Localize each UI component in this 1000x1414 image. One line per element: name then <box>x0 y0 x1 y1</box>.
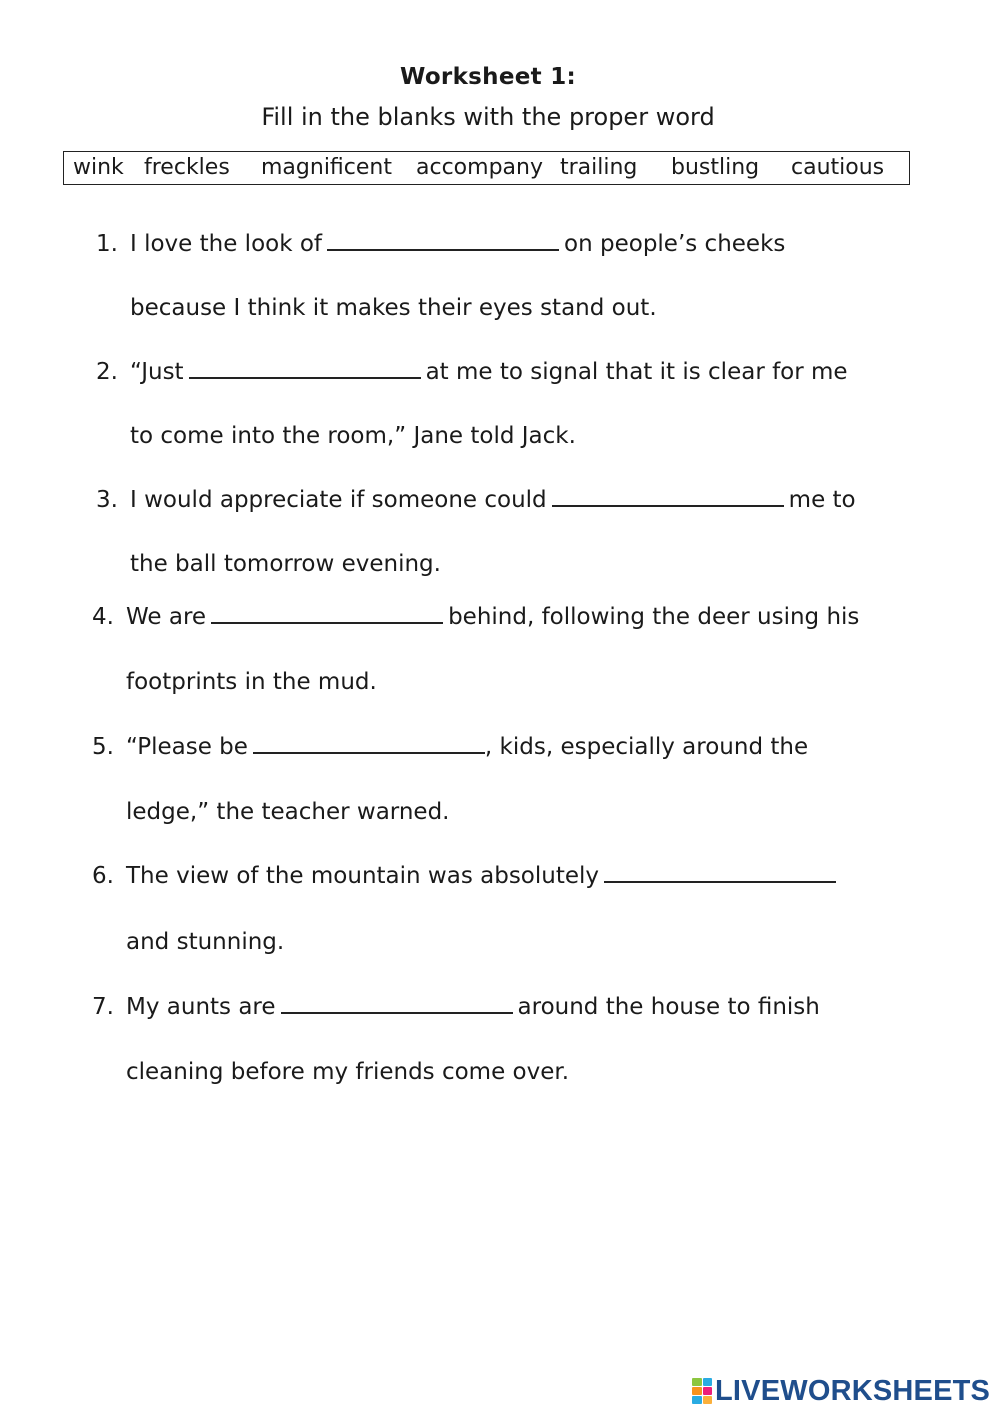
question-text-before: “Please be <box>126 734 248 760</box>
question-number: 1. <box>96 231 118 257</box>
question-text-after: on people’s cheeks <box>564 231 786 257</box>
question-text-after: around the house to finish <box>517 994 820 1020</box>
question-number: 2. <box>96 359 118 385</box>
question-text-before: I would appreciate if someone could <box>130 487 547 513</box>
question-5-continuation: ledge,” the teacher warned. <box>126 799 450 825</box>
word-bank-item: cautious <box>791 155 885 180</box>
question-text-after: behind, following the deer using his <box>448 604 860 630</box>
question-2-continuation: to come into the room,” Jane told Jack. <box>130 423 576 449</box>
question-text-after: , kids, especially around the <box>484 734 809 760</box>
question-number: 4. <box>92 604 114 630</box>
question-1-continuation: because I think it makes their eyes stand out. <box>130 295 657 321</box>
question-7 <box>92 992 820 1022</box>
question-3 <box>96 485 856 515</box>
worksheet-title: Worksheet 1: <box>399 64 577 90</box>
word-bank-item: trailing <box>560 155 638 180</box>
word-bank-item: wink <box>73 155 124 180</box>
question-number: 6. <box>92 863 114 889</box>
answer-blank-3[interactable] <box>552 485 784 507</box>
answer-blank-7[interactable] <box>281 992 513 1014</box>
word-bank <box>63 151 910 185</box>
question-3-continuation: the ball tomorrow evening. <box>130 551 441 577</box>
question-text-after: at me to signal that it is clear for me <box>425 359 848 385</box>
question-7-continuation: cleaning before my friends come over. <box>126 1059 570 1085</box>
answer-blank-6[interactable] <box>604 861 836 883</box>
word-bank-item: freckles <box>144 155 230 180</box>
brand-name: LIVEWORKSHEETS <box>715 1374 991 1407</box>
question-number: 7. <box>92 994 114 1020</box>
question-number: 3. <box>96 487 118 513</box>
word-bank-item: accompany <box>416 155 543 180</box>
word-bank-item: bustling <box>671 155 760 180</box>
question-6 <box>92 861 841 891</box>
answer-blank-4[interactable] <box>211 602 443 624</box>
question-text-before: My aunts are <box>126 994 276 1020</box>
answer-blank-5[interactable] <box>253 732 485 754</box>
liveworksheets-brand[interactable] <box>692 1376 990 1406</box>
answer-blank-2[interactable] <box>189 357 421 379</box>
question-text-before: “Just <box>130 359 184 385</box>
question-2 <box>96 357 848 387</box>
question-1 <box>96 229 785 259</box>
question-text-before: We are <box>126 604 207 630</box>
word-bank-item: magnificent <box>261 155 392 180</box>
question-number: 5. <box>92 734 114 760</box>
question-text-before: The view of the mountain was absolutely <box>126 863 600 889</box>
question-text-before: I love the look of <box>130 231 323 257</box>
liveworksheets-logo-icon <box>692 1378 712 1404</box>
instruction-text: Fill in the blanks with the proper word <box>261 103 715 131</box>
question-5 <box>92 732 808 762</box>
question-4-continuation: footprints in the mud. <box>126 669 377 695</box>
question-4 <box>92 602 859 632</box>
answer-blank-1[interactable] <box>327 229 559 251</box>
question-6-continuation: and stunning. <box>126 929 285 955</box>
question-text-after: me to <box>788 487 856 513</box>
